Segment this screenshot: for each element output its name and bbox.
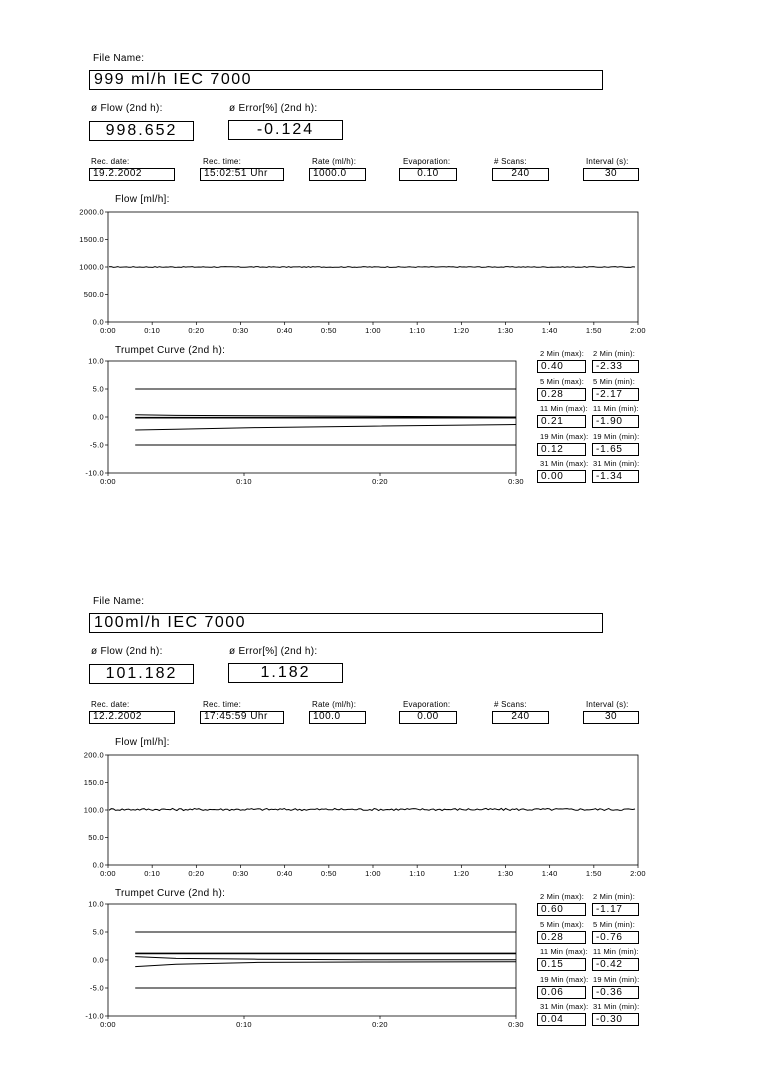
file-name-label: File Name:	[93, 53, 145, 64]
flow-chart	[60, 204, 660, 342]
y-tick-label: 150.0	[83, 778, 104, 787]
y-tick-label: 2000.0	[79, 207, 104, 217]
flow-line	[109, 808, 635, 810]
x-tick-label: 0:30	[508, 477, 524, 486]
trumpet-max-label: 11 Min (max):	[540, 404, 588, 413]
x-tick-label: 0:20	[372, 477, 388, 486]
rec-date-label: Rec. date:	[91, 700, 130, 709]
y-tick-label: 0.0	[92, 955, 104, 965]
rec-time-label: Rec. time:	[203, 700, 242, 709]
y-tick-label: 1500.0	[79, 235, 104, 244]
x-tick-label: 0:50	[320, 869, 337, 878]
x-tick-label: 0:30	[232, 869, 249, 878]
trumpet-max-value: 0.40	[537, 360, 586, 373]
y-tick-label: 0.0	[92, 317, 104, 327]
trumpet-chart-title: Trumpet Curve (2nd h):	[115, 345, 226, 356]
x-tick-label: 1:20	[453, 869, 470, 878]
trumpet-max-label: 11 Min (max):	[540, 947, 588, 956]
rate-value: 100.0	[309, 711, 366, 724]
x-tick-label: 0:30	[232, 326, 249, 335]
trumpet-max-label: 31 Min (max):	[540, 1002, 589, 1011]
x-tick-label: 0:10	[236, 1020, 252, 1029]
trumpet-min-line	[135, 425, 516, 431]
avg-error-value: 1.182	[228, 663, 343, 683]
trumpet-max-label: 5 Min (max):	[540, 376, 585, 386]
x-tick-label: 0:10	[236, 477, 252, 486]
y-tick-label: -10.0	[85, 468, 104, 478]
x-tick-label: 0:00	[100, 326, 116, 335]
x-tick-label: 1:50	[585, 869, 602, 878]
x-tick-label: 1:10	[409, 869, 426, 878]
y-tick-label: 5.0	[92, 927, 104, 937]
interval-value: 30	[583, 711, 639, 724]
x-tick-label: 2:00	[630, 869, 646, 878]
x-tick-label: 1:50	[585, 326, 602, 335]
scans-value: 240	[492, 168, 549, 181]
avg-flow-label: ø Flow (2nd h):	[91, 103, 163, 114]
x-tick-label: 0:20	[372, 1020, 388, 1029]
x-tick-label: 0:40	[276, 326, 293, 335]
x-tick-label: 1:00	[365, 869, 381, 878]
trumpet-min-line	[135, 962, 516, 967]
trumpet-min-label: 11 Min (min):	[593, 947, 639, 956]
x-tick-label: 1:40	[541, 326, 558, 335]
trumpet-min-value: -1.17	[592, 903, 639, 916]
flow-chart-title: Flow [ml/h]:	[115, 194, 170, 205]
evaporation-label: Evaporation:	[403, 157, 451, 166]
scans-label: # Scans:	[494, 700, 527, 709]
avg-flow-value: 998.652	[89, 121, 194, 141]
y-tick-label: -10.0	[85, 1011, 104, 1021]
trumpet-min-label: 2 Min (min):	[593, 349, 635, 358]
report-2	[0, 543, 768, 1083]
rec-time-label: Rec. time:	[203, 157, 242, 166]
trumpet-min-label: 31 Min (min):	[593, 1002, 640, 1011]
trumpet-max-line	[135, 957, 516, 960]
y-tick-label: 10.0	[88, 357, 104, 366]
rec-date-value: 19.2.2002	[89, 168, 175, 181]
x-tick-label: 0:10	[144, 326, 161, 335]
x-tick-label: 0:00	[100, 477, 116, 486]
x-tick-label: 0:10	[144, 869, 161, 878]
y-tick-label: 10.0	[88, 900, 104, 909]
trumpet-max-value: 0.28	[537, 931, 586, 944]
trumpet-max-label: 31 Min (max):	[540, 459, 589, 468]
x-tick-label: 0:50	[320, 326, 337, 335]
y-tick-label: -5.0	[89, 440, 104, 450]
x-tick-label: 0:20	[188, 869, 205, 878]
avg-error-label: ø Error[%] (2nd h):	[229, 646, 318, 657]
trumpet-chart	[60, 900, 540, 1030]
trumpet-max-value: 0.15	[537, 958, 586, 971]
y-tick-label: 1000.0	[79, 262, 104, 272]
rate-label: Rate (ml/h):	[312, 700, 357, 709]
rec-date-label: Rec. date:	[91, 157, 130, 166]
y-tick-label: 50.0	[88, 833, 104, 842]
trumpet-max-value: 0.06	[537, 986, 586, 999]
file-name-label: File Name:	[93, 596, 145, 607]
trumpet-max-label: 2 Min (max):	[540, 892, 585, 901]
trumpet-min-value: -0.30	[592, 1013, 639, 1026]
evaporation-label: Evaporation:	[403, 700, 451, 709]
file-name-field: 100ml/h IEC 7000	[89, 613, 603, 633]
y-tick-label: 0.0	[92, 860, 104, 870]
trumpet-max-label: 5 Min (max):	[540, 919, 585, 929]
trumpet-chart	[60, 357, 540, 487]
rec-time-value: 15:02:51 Uhr	[200, 168, 284, 181]
rate-value: 1000.0	[309, 168, 366, 181]
trumpet-max-label: 19 Min (max):	[540, 431, 589, 441]
trumpet-max-value: 0.04	[537, 1013, 586, 1026]
rec-date-value: 12.2.2002	[89, 711, 175, 724]
file-name-field: 999 ml/h IEC 7000	[89, 70, 603, 90]
y-tick-label: 0.0	[92, 412, 104, 422]
flow-line	[109, 267, 635, 268]
report-1	[0, 0, 768, 540]
x-tick-label: 0:00	[100, 869, 116, 878]
trumpet-min-value: -0.76	[592, 931, 639, 944]
rec-time-value: 17:45:59 Uhr	[200, 711, 284, 724]
evaporation-value: 0.00	[399, 711, 457, 724]
trumpet-min-value: -0.36	[592, 986, 639, 999]
trumpet-max-label: 2 Min (max):	[540, 349, 585, 358]
trumpet-max-line	[135, 415, 516, 417]
x-tick-label: 1:10	[409, 326, 426, 335]
trumpet-min-label: 5 Min (min):	[593, 919, 635, 929]
avg-flow-label: ø Flow (2nd h):	[91, 646, 163, 657]
scans-value: 240	[492, 711, 549, 724]
trumpet-max-value: 0.21	[537, 415, 586, 428]
trumpet-min-value: -1.65	[592, 443, 639, 456]
x-tick-label: 0:40	[276, 869, 293, 878]
x-tick-label: 0:30	[508, 1020, 524, 1029]
trumpet-max-value: 0.12	[537, 443, 586, 456]
x-tick-label: 1:40	[541, 869, 558, 878]
evaporation-value: 0.10	[399, 168, 457, 181]
x-tick-label: 1:30	[497, 869, 514, 878]
x-tick-label: 2:00	[630, 326, 646, 335]
trumpet-min-value: -2.33	[592, 360, 639, 373]
x-tick-label: 0:20	[188, 326, 205, 335]
interval-label: Interval (s):	[586, 157, 629, 166]
interval-label: Interval (s):	[586, 700, 629, 709]
trumpet-min-value: -2.17	[592, 388, 639, 401]
y-tick-label: 100.0	[83, 805, 104, 815]
y-tick-label: 500.0	[83, 290, 104, 299]
trumpet-min-value: -1.34	[592, 470, 639, 483]
trumpet-min-label: 31 Min (min):	[593, 459, 640, 468]
flow-chart	[60, 747, 660, 885]
avg-error-value: -0.124	[228, 120, 343, 140]
trumpet-max-value: 0.28	[537, 388, 586, 401]
flow-chart-title: Flow [ml/h]:	[115, 737, 170, 748]
scans-label: # Scans:	[494, 157, 527, 166]
trumpet-min-value: -0.42	[592, 958, 639, 971]
x-tick-label: 0:00	[100, 1020, 116, 1029]
trumpet-max-value: 0.00	[537, 470, 586, 483]
trumpet-max-label: 19 Min (max):	[540, 974, 589, 984]
y-tick-label: 5.0	[92, 384, 104, 394]
trumpet-min-label: 11 Min (min):	[593, 404, 639, 413]
trumpet-min-label: 5 Min (min):	[593, 376, 635, 386]
trumpet-min-label: 19 Min (min):	[593, 431, 640, 441]
avg-flow-value: 101.182	[89, 664, 194, 684]
trumpet-min-value: -1.90	[592, 415, 639, 428]
trumpet-chart-title: Trumpet Curve (2nd h):	[115, 888, 226, 899]
x-tick-label: 1:00	[365, 326, 381, 335]
interval-value: 30	[583, 168, 639, 181]
trumpet-min-label: 2 Min (min):	[593, 892, 635, 901]
x-tick-label: 1:20	[453, 326, 470, 335]
x-tick-label: 1:30	[497, 326, 514, 335]
y-tick-label: 200.0	[83, 750, 104, 760]
trumpet-max-value: 0.60	[537, 903, 586, 916]
rate-label: Rate (ml/h):	[312, 157, 357, 166]
avg-error-label: ø Error[%] (2nd h):	[229, 103, 318, 114]
y-tick-label: -5.0	[89, 983, 104, 993]
trumpet-min-label: 19 Min (min):	[593, 974, 640, 984]
